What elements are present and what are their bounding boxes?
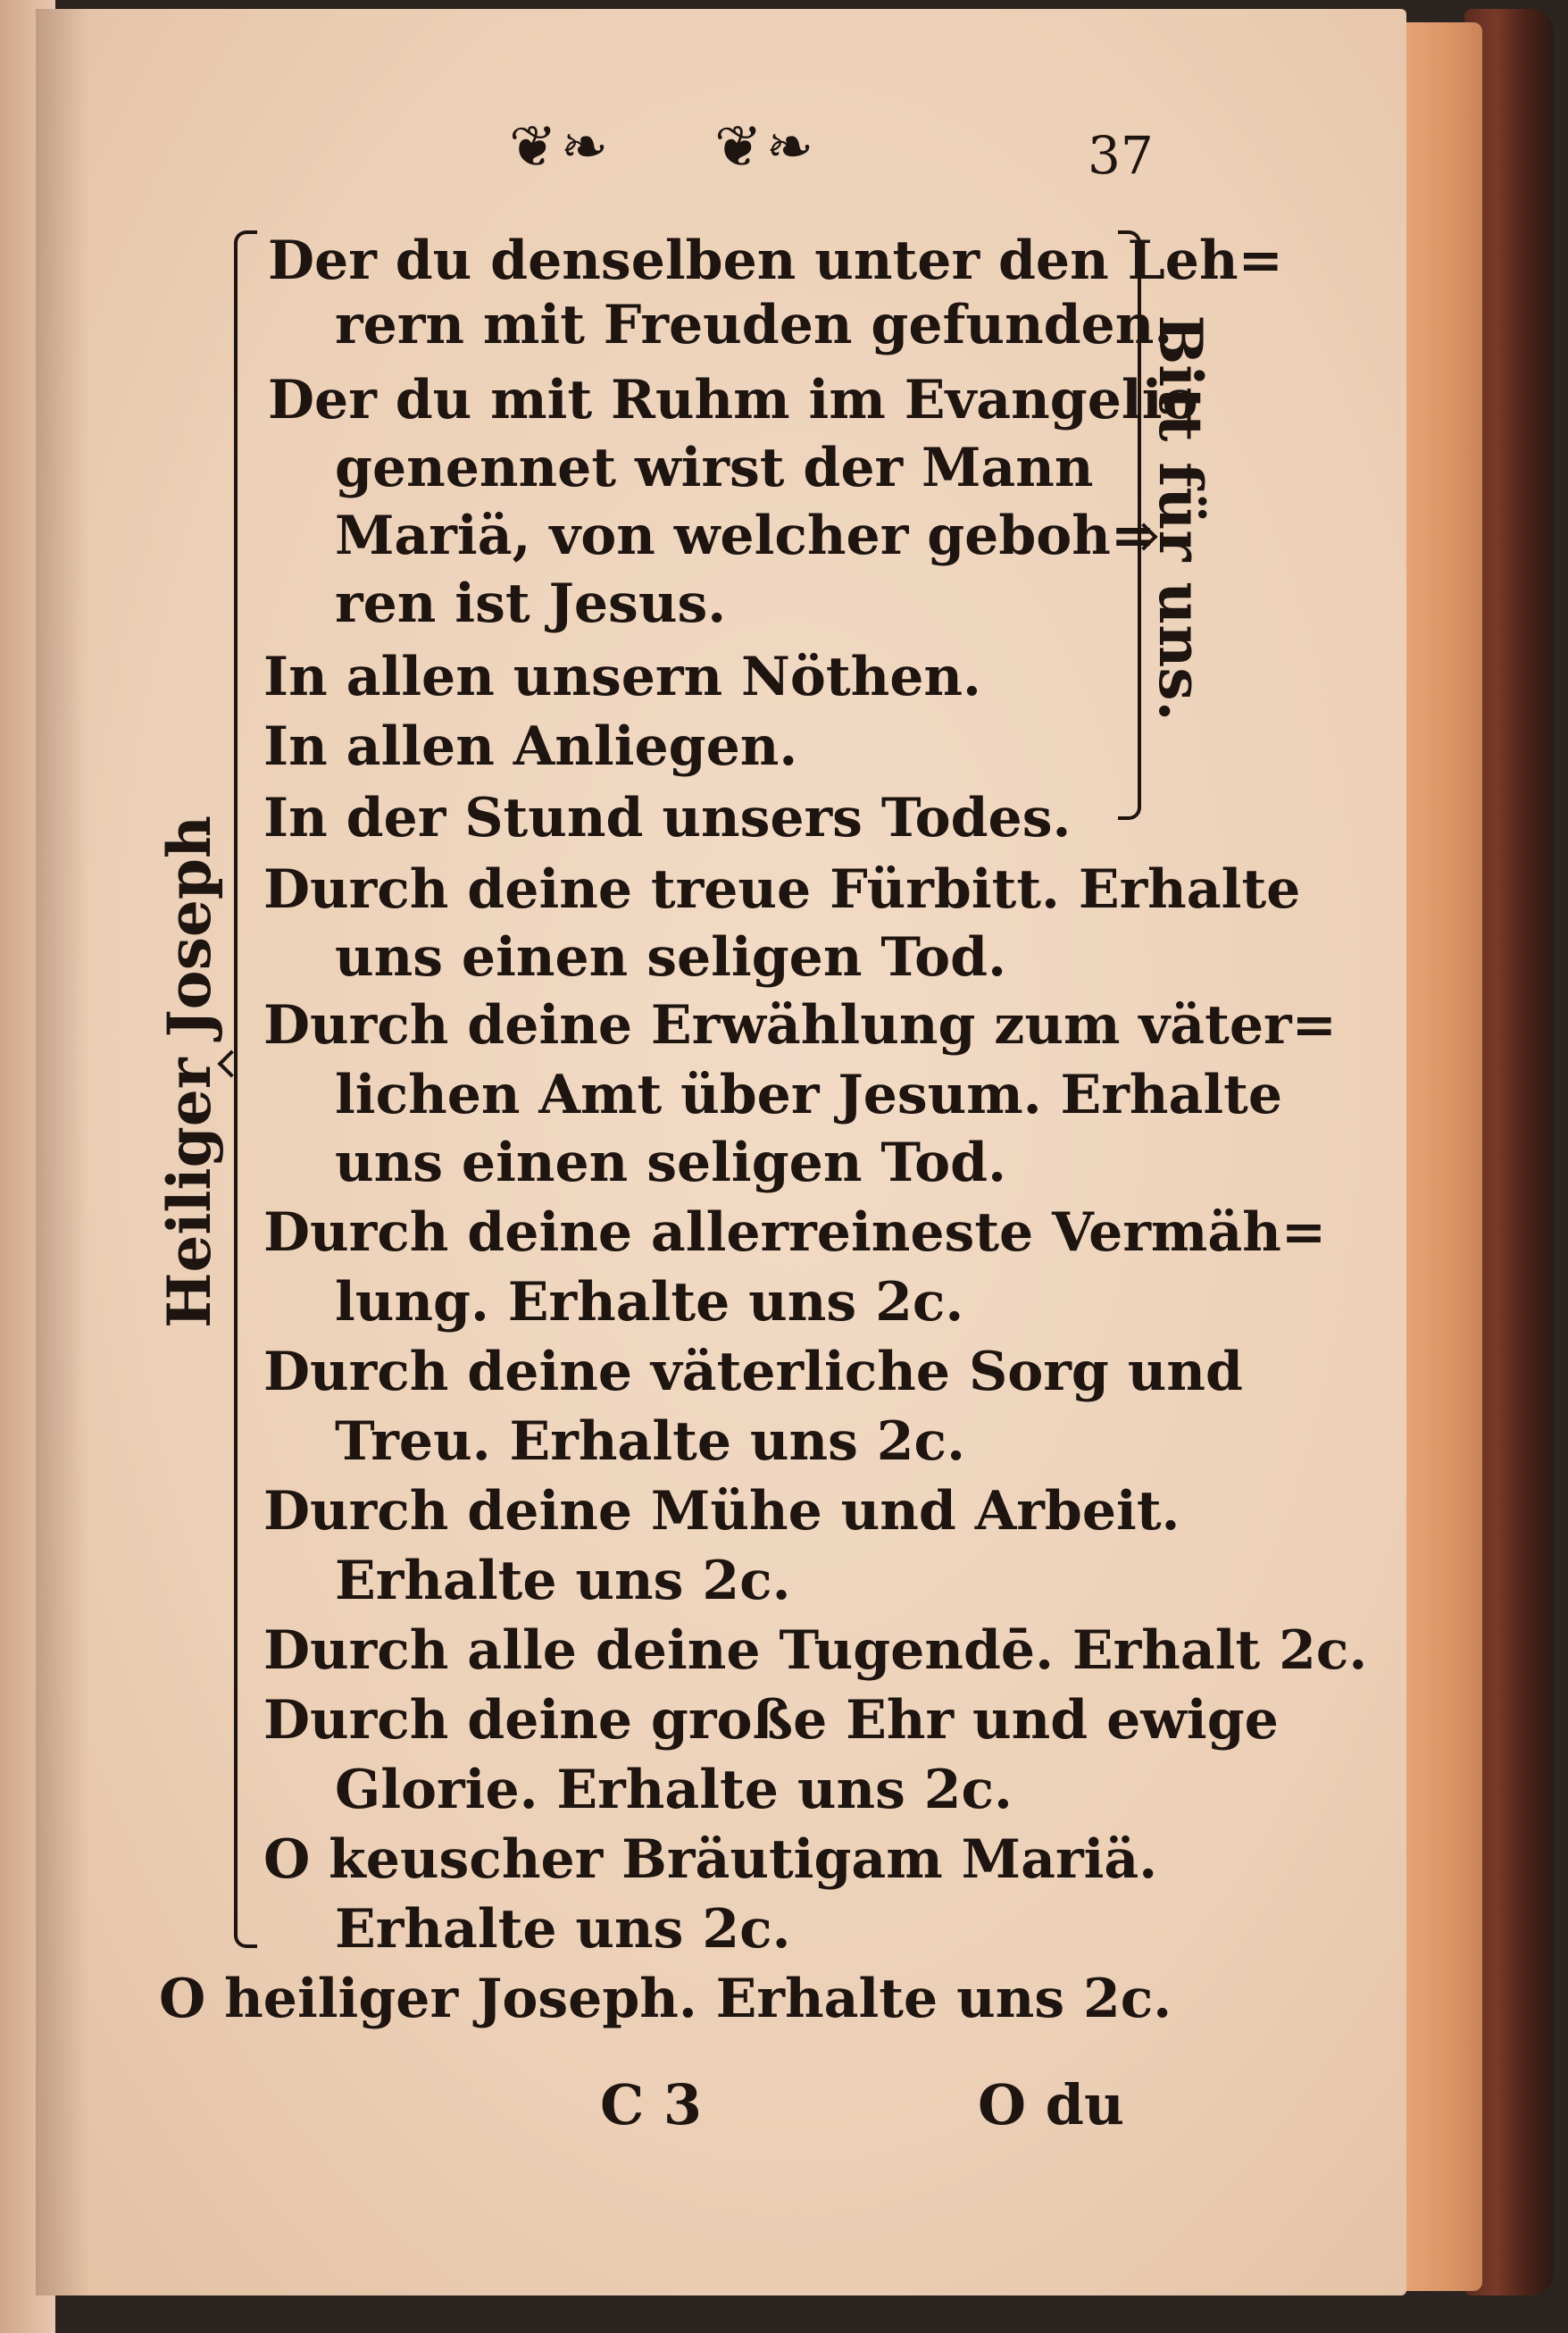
litany-line: Durch deine große Ehr und ewige [263, 1689, 1279, 1752]
litany-line: uns einen seligen Tod. [335, 1132, 1006, 1194]
litany-line: Durch deine allerreineste Vermäh= [263, 1201, 1327, 1264]
litany-line: Durch deine Erwählung zum väter= [263, 994, 1337, 1057]
litany-line: Durch deine treue Fürbitt. Erhalte [263, 858, 1301, 921]
litany-line: Erhalte uns 2c. [335, 1898, 791, 1961]
litany-line: uns einen seligen Tod. [335, 926, 1006, 989]
litany-line: O keuscher Bräutigam Mariä. [263, 1828, 1158, 1891]
closing-line: O heiliger Joseph. Erhalte uns 2c. [159, 1968, 1172, 2030]
litany-line: Erhalte uns 2c. [335, 1550, 791, 1612]
litany-line: ren ist Jesus. [335, 573, 727, 635]
litany-line: Mariä, von welcher geboh= [335, 505, 1156, 567]
litany-line: Treu. Erhalte uns 2c. [335, 1410, 965, 1473]
litany-line: In allen unsern Nöthen. [263, 646, 981, 708]
litany-line: Durch deine väterliche Sorg und [263, 1341, 1243, 1403]
side-label-bitt-fuer-uns: Bitt für uns. [1146, 314, 1215, 722]
side-label-heiliger-joseph: Heiliger Joseph [154, 815, 224, 1328]
litany-line: Glorie. Erhalte uns 2c. [335, 1759, 1013, 1821]
litany-line: Der du denselben unter den Leh= [268, 230, 1283, 292]
litany-line: lichen Amt über Jesum. Erhalte [335, 1064, 1283, 1126]
litany-line: Der du mit Ruhm im Evangelio [268, 369, 1198, 431]
page-number: 37 [1088, 125, 1154, 186]
litany-line: In allen Anliegen. [263, 715, 798, 778]
page-gutter-shadow [36, 9, 89, 2295]
litany-line: genennet wirst der Mann [335, 437, 1094, 499]
litany-line: In der Stund unsers Todes. [263, 787, 1072, 849]
litany-line: Durch deine Mühe und Arbeit. [263, 1480, 1180, 1543]
page-fore-edge [1397, 22, 1482, 2291]
signature-mark: C 3 [600, 2072, 703, 2137]
catchword: O du [978, 2072, 1125, 2137]
header-ornament-right: ❦❧ [714, 114, 818, 180]
litany-line: Durch alle deine Tugendē. Erhalt 2c. [263, 1619, 1368, 1682]
litany-line: lung. Erhalte uns 2c. [335, 1271, 964, 1334]
litany-line: rern mit Freuden gefunden. [335, 294, 1173, 356]
left-brace [234, 230, 257, 1948]
header-ornament-left: ❦❧ [509, 114, 613, 180]
